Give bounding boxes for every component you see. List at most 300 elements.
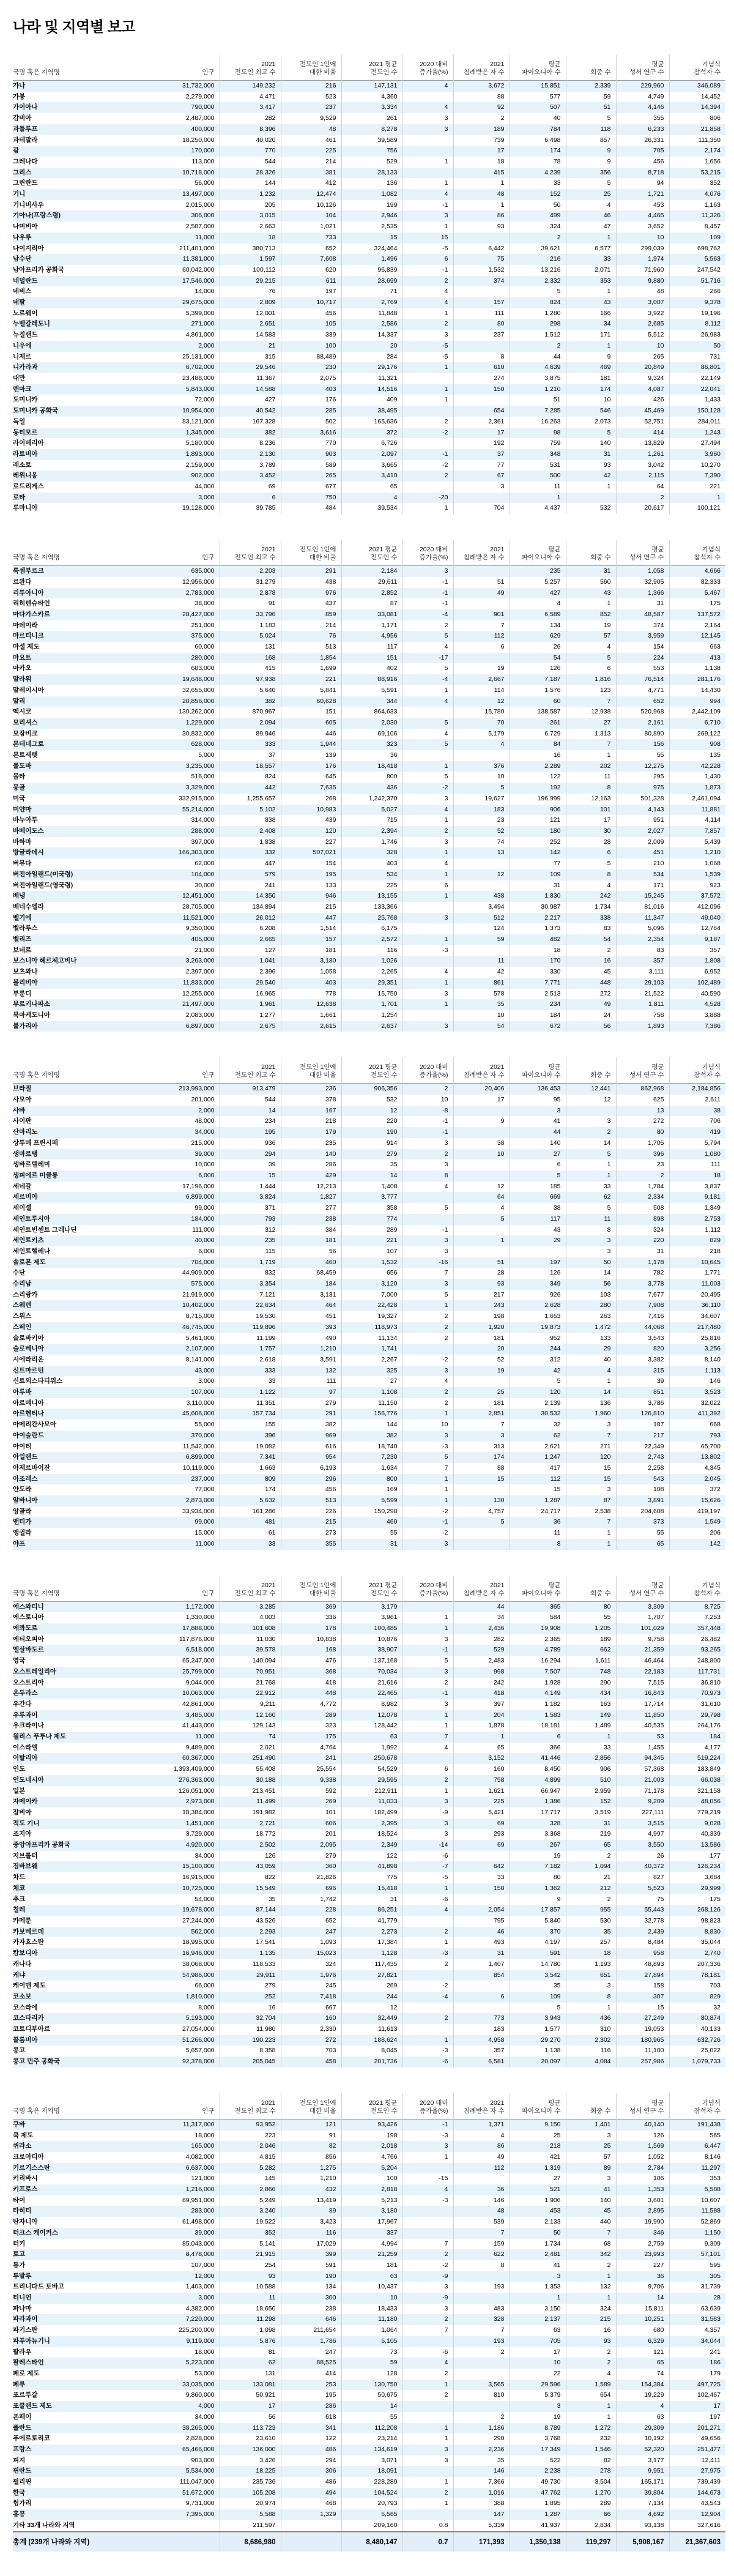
value-cell: 243 [453, 1300, 510, 1311]
table-row [13, 1160, 725, 1171]
value-cell: 632,726 [669, 2035, 725, 2046]
value-cell: 6,208 [220, 923, 281, 934]
value-cell: 5,794 [669, 1138, 725, 1149]
value-cell: 101 [566, 805, 616, 816]
value-cell: -1 [402, 1517, 453, 1528]
value-cell: 756 [341, 146, 402, 157]
value-cell: 242 [566, 891, 616, 902]
value-cell [453, 1981, 510, 1992]
value-cell: 201,000 [191, 1096, 215, 1104]
value-cell: 3,000 [123, 2293, 220, 2304]
value-cell: 1,854 [281, 653, 341, 664]
value-cell: 2,045 [669, 1474, 725, 1485]
value-cell: 610 [453, 362, 510, 373]
value-cell: 7,635 [281, 783, 341, 794]
value-cell: 33,796 [220, 609, 281, 620]
value-cell: 703 [281, 2046, 341, 2057]
value-cell: 1,255,657 [220, 794, 281, 805]
value-cell: 29,611 [341, 577, 402, 588]
value-cell: 1,093 [281, 1937, 341, 1948]
value-cell: 2,009 [616, 837, 669, 848]
value-cell: 4,749 [616, 92, 669, 103]
table-row [13, 653, 725, 664]
value-cell: 43 [510, 1225, 566, 1236]
column-header [453, 54, 510, 81]
value-cell: 62 [220, 2358, 281, 2369]
value-cell: 193 [453, 2282, 510, 2293]
value-cell: 41 [510, 1116, 566, 1127]
value-cell: 2,442,109 [669, 707, 725, 718]
country-name-cell: 추크 [13, 1895, 26, 1903]
value-cell: 60,628 [281, 696, 341, 707]
value-cell: 635,000 [123, 566, 220, 577]
value-cell: 13,802 [669, 1452, 725, 1463]
value-cell: 3 [402, 1235, 453, 1246]
value-cell: 1 [402, 1623, 453, 1634]
value-cell: 104,000 [123, 869, 220, 880]
value-cell: 4 [341, 493, 402, 504]
value-cell: 706 [669, 1116, 725, 1127]
value-cell: 49,656 [669, 2433, 725, 2444]
value-cell: 3 [566, 1246, 616, 1257]
value-cell: 1,838 [220, 837, 281, 848]
value-cell: 409 [341, 395, 402, 406]
value-cell [281, 2532, 341, 2552]
value-cell: 112,208 [341, 2423, 402, 2434]
value-cell [453, 1106, 510, 1117]
column-header-line: 회중 수 [590, 1589, 611, 1597]
value-cell: 1,816 [566, 674, 616, 685]
country-name-cell: 사바 [13, 1106, 123, 1117]
value-cell: 2,354 [616, 934, 669, 945]
value-cell [402, 2228, 453, 2239]
value-cell: 2 [510, 341, 566, 352]
value-cell: 4,997 [616, 1829, 669, 1840]
value-cell: 952 [510, 1333, 566, 1344]
value-cell: 784 [510, 124, 566, 135]
value-cell: 116 [566, 2046, 616, 2057]
value-cell: 4 [402, 805, 453, 816]
value-cell [453, 1894, 510, 1905]
value-cell: 371 [220, 1203, 281, 1214]
value-cell: 3,824 [220, 1192, 281, 1203]
value-cell: 539 [453, 2217, 510, 2228]
column-header-line: 전도인 최고 수 [234, 69, 276, 76]
value-cell: 11,347 [616, 913, 669, 924]
value-cell: 56 [220, 2412, 281, 2423]
value-cell: 6,702,000 [123, 362, 220, 373]
value-cell: 20,097 [510, 2057, 566, 2068]
value-cell: 3 [402, 1160, 453, 1171]
column-header-line: 2021 [490, 1581, 505, 1589]
value-cell: 23,610 [220, 2433, 281, 2444]
value-cell: 21,000 [195, 946, 215, 954]
value-cell: 13,497,000 [123, 189, 220, 200]
value-cell: 544 [220, 1095, 281, 1106]
value-cell: 52 [453, 1355, 510, 1366]
column-header [402, 2093, 453, 2120]
value-cell: 3 [402, 1246, 453, 1257]
value-cell: 9,181 [669, 1192, 725, 1203]
value-cell: 21,522 [616, 989, 669, 1000]
value-cell: 2,133 [510, 2217, 566, 2228]
value-cell: -3 [402, 2131, 453, 2142]
table-row [13, 1883, 725, 1894]
value-cell: 16,965 [220, 989, 281, 1000]
value-cell: 19 [566, 620, 616, 631]
value-cell: 1 [566, 1160, 616, 1171]
column-header [281, 1576, 341, 1602]
value-cell: 906 [510, 805, 566, 816]
value-cell: 40,535 [616, 1721, 669, 1732]
value-cell: 3,485,000 [123, 1710, 220, 1721]
value-cell: 1,052 [616, 2152, 669, 2163]
table-row [13, 2532, 725, 2552]
value-cell: 6 [453, 642, 510, 653]
value-cell: 507,021 [281, 847, 341, 858]
value-cell: 18,181 [510, 1721, 566, 1732]
value-cell: 870,967 [220, 707, 281, 718]
value-cell: 15,245 [616, 891, 669, 902]
column-header-line: 전도인 수 [371, 1589, 398, 1597]
value-cell: 605 [281, 718, 341, 729]
value-cell: 306 [281, 2466, 341, 2477]
value-cell: 12 [341, 2003, 402, 2014]
value-cell: 2,184 [341, 566, 402, 577]
value-cell: 5 [453, 1214, 510, 1225]
value-cell: 4 [402, 967, 453, 978]
value-cell: 5,096 [616, 923, 669, 934]
table-row [13, 210, 725, 221]
value-cell [402, 1192, 453, 1203]
value-cell: 52,320 [616, 2444, 669, 2455]
table-row [13, 2217, 725, 2228]
country-name-cell: 베냉 [13, 891, 123, 902]
report-section [13, 1057, 725, 1549]
value-cell: 128 [341, 2369, 402, 2380]
value-cell: 1 [566, 1539, 616, 1550]
value-cell [402, 482, 453, 493]
value-cell: 49 [566, 999, 616, 1010]
table-row [13, 1322, 725, 1333]
value-cell: -5 [402, 341, 453, 352]
value-cell: 129,143 [220, 1721, 281, 1732]
value-cell: 98 [510, 428, 566, 439]
country-name-cell: 푸에르토리코 [13, 2435, 50, 2443]
value-cell: 1 [402, 1474, 453, 1485]
column-header [566, 1057, 616, 1084]
value-cell: 146 [669, 1376, 725, 1387]
value-cell: 800 [341, 1474, 402, 1485]
value-cell: 9 [453, 1116, 510, 1127]
value-cell [453, 2003, 510, 2014]
value-cell: 31 [616, 598, 669, 609]
value-cell: 269 [281, 1796, 341, 1807]
value-cell: 16,946,000 [123, 1948, 220, 1959]
country-name-cell: 괌 [13, 146, 123, 157]
value-cell: 24 [566, 1010, 616, 1021]
value-cell: 10 [341, 2293, 402, 2304]
value-cell: 14,588 [220, 384, 281, 395]
header-row [13, 540, 725, 566]
value-cell: 3 [402, 124, 453, 135]
value-cell: 486 [281, 2444, 341, 2455]
value-cell: 3,684 [669, 1872, 725, 1883]
value-cell: 446 [281, 729, 341, 740]
column-header [341, 540, 402, 566]
value-cell: 4 [402, 642, 453, 653]
table-row [13, 2369, 725, 2380]
table-row [13, 2380, 725, 2391]
value-cell: 300 [281, 2293, 341, 2304]
value-cell: 5,399,000 [185, 309, 215, 317]
value-cell: 17,857 [510, 1905, 566, 1916]
value-cell: 810 [453, 2390, 510, 2401]
table-row [13, 718, 725, 729]
value-cell: 9,880 [616, 276, 669, 287]
country-name-cell: 신트외스타티위스 [13, 1377, 63, 1385]
value-cell: 117,435 [341, 1959, 402, 1970]
table-row [13, 1872, 725, 1883]
value-cell [402, 406, 453, 417]
value-cell: 10,607 [669, 2195, 725, 2206]
value-cell: 133 [281, 880, 341, 892]
value-cell: 1,444 [220, 1182, 281, 1193]
value-cell: 7,418 [281, 1992, 341, 2003]
value-cell: 39,785 [220, 503, 281, 514]
value-cell: 80 [566, 1601, 616, 1612]
table-row [13, 493, 725, 504]
value-cell: 211,597 [220, 2520, 281, 2532]
value-cell: 357 [453, 2046, 510, 2057]
value-cell: 163 [566, 1699, 616, 1710]
value-cell: 1 [402, 978, 453, 989]
value-cell: 3 [566, 1235, 616, 1246]
value-cell: 17,967 [341, 2217, 402, 2228]
country-name-cell: 에스와티니 [13, 1601, 123, 1612]
value-cell: 8,789 [510, 2423, 566, 2434]
value-cell: 175 [281, 1732, 341, 1743]
value-cell: 2,675 [220, 1021, 281, 1032]
column-header [510, 540, 566, 566]
value-cell: 3,519 [566, 1807, 616, 1818]
value-cell [453, 1225, 510, 1236]
value-cell: 118,533 [220, 1959, 281, 1970]
value-cell: 32,022 [669, 1398, 725, 1409]
value-cell: 622 [453, 2249, 510, 2260]
value-cell: 50 [669, 341, 725, 352]
value-cell: 213,451 [220, 1786, 281, 1797]
value-cell: 4,177 [669, 1743, 725, 1754]
value-cell: 19,128,000 [182, 504, 215, 512]
column-header-line: 전도인 최고 수 [234, 554, 276, 562]
value-cell: 294 [220, 1149, 281, 1160]
column-header [341, 2093, 402, 2120]
value-cell: 65,247,000 [182, 1657, 215, 1665]
country-name-cell: 몰도바 [13, 761, 123, 772]
column-header [123, 2093, 220, 2120]
value-cell: 192 [510, 783, 566, 794]
value-cell: 584 [510, 1612, 566, 1623]
value-cell: -3 [402, 1442, 453, 1453]
value-cell: 7,857 [669, 826, 725, 837]
value-cell: 25,554 [281, 1764, 341, 1775]
value-cell [453, 858, 510, 869]
value-cell: 106 [616, 2173, 669, 2184]
column-header-line: 전도인 최고 수 [234, 1071, 276, 1079]
value-cell: 100,112 [220, 265, 281, 276]
value-cell: 12 [453, 1182, 510, 1193]
value-cell: 3 [510, 2271, 566, 2282]
column-header-line: 침례받은 자 수 [463, 1071, 505, 1079]
value-cell: 156,776 [341, 1409, 402, 1420]
value-cell: 14,337 [341, 330, 402, 341]
value-cell: 355 [616, 113, 669, 124]
value-cell: 405,000 [123, 934, 220, 945]
value-cell: 38 [669, 1106, 725, 1117]
value-cell: 6,498 [510, 135, 566, 146]
value-cell: 51 [510, 395, 566, 406]
value-cell: 704 [453, 503, 510, 514]
country-name-cell: 앤티가 [13, 1517, 123, 1528]
value-cell: 2,339 [566, 81, 616, 92]
value-cell: 1,451,000 [123, 1818, 220, 1830]
value-cell: 10,588 [220, 2282, 281, 2293]
country-name-cell: 리투아니아 [13, 588, 123, 599]
value-cell: 809 [220, 1474, 281, 1485]
value-cell: 15,851 [510, 81, 566, 92]
value-cell: 4,076 [669, 189, 725, 200]
table-row [13, 1344, 725, 1355]
value-cell: 41 [510, 2260, 566, 2271]
value-cell: 370 [510, 1927, 566, 1938]
value-cell: 2,203 [220, 566, 281, 577]
value-cell: 65 [341, 482, 402, 493]
value-cell: 1,135 [220, 1948, 281, 1959]
value-cell: 30,832,000 [182, 729, 215, 737]
value-cell: 130 [453, 1495, 510, 1506]
value-cell: 10 [402, 1095, 453, 1106]
value-cell: 310 [566, 2024, 616, 2035]
value-cell: 45,606,000 [123, 1409, 220, 1420]
value-cell: 3 [402, 2304, 453, 2315]
value-cell: 19,327 [341, 1311, 402, 1322]
value-cell: 15 [341, 233, 402, 244]
value-cell: 5,027 [341, 805, 402, 816]
country-name-cell: 마카오 [13, 664, 32, 672]
country-name-cell: 토고 [13, 2249, 123, 2260]
country-name-cell: 남수단 [13, 254, 123, 265]
value-cell: 170,000 [123, 146, 220, 157]
column-header [616, 54, 669, 81]
value-cell: 154 [281, 858, 341, 869]
table-row [13, 707, 725, 718]
table-row [13, 244, 725, 255]
value-cell: 748 [566, 1667, 616, 1678]
value-cell: 2 [453, 2347, 510, 2358]
value-cell: 42 [566, 471, 616, 482]
value-cell: 4 [402, 1182, 453, 1193]
value-cell: 366 [510, 1743, 566, 1754]
table-row [13, 2152, 725, 2163]
country-name-cell: 페로 제도 [13, 2370, 40, 2377]
value-cell: 41,443,000 [182, 1722, 215, 1730]
value-cell: 958 [616, 1948, 669, 1959]
value-cell: 111,350 [669, 135, 725, 146]
value-cell: 104,524 [341, 2488, 402, 2499]
value-cell: 5,193,000 [123, 2013, 220, 2024]
table-row [13, 2444, 725, 2455]
value-cell: 19,522 [220, 2217, 281, 2228]
country-name-cell: 세네갈 [13, 1182, 32, 1190]
table-row [13, 1506, 725, 1517]
value-cell: 34 [453, 1612, 510, 1623]
value-cell: 93,138 [616, 2520, 669, 2532]
value-cell: 0.7 [402, 2532, 453, 2552]
value-cell: 14,350 [220, 891, 281, 902]
value-cell: 3,601 [616, 2195, 669, 2206]
table-row [13, 2477, 725, 2488]
country-name-cell: 부룬디 [13, 989, 32, 997]
value-cell: 241 [281, 1753, 341, 1764]
column-header-line: 2021 평균 [368, 2099, 398, 2107]
value-cell: 456 [616, 157, 669, 168]
column-header-line: 평균 [651, 546, 664, 554]
value-cell: 1,386 [510, 1796, 566, 1807]
value-cell: 28,699 [341, 276, 402, 287]
value-cell: 38,265,000 [123, 2423, 220, 2434]
value-cell: 926 [510, 1290, 566, 1301]
value-cell: 11,000 [123, 1732, 220, 1743]
value-cell: 5,379 [510, 2390, 566, 2401]
value-cell: 35 [510, 1981, 566, 1992]
country-name-cell: 자메이카 [13, 1796, 123, 1807]
value-cell: 21,497,000 [123, 999, 220, 1010]
value-cell: 534 [616, 869, 669, 880]
value-cell: 9 [566, 352, 616, 363]
value-cell: 750 [281, 493, 341, 504]
value-cell: 228 [281, 1905, 341, 1916]
value-cell: 29,270 [510, 2035, 566, 2046]
value-cell: 778 [281, 989, 341, 1000]
value-cell: 8 [566, 783, 616, 794]
value-cell: 28 [453, 1268, 510, 1279]
value-cell: 5,141 [220, 2239, 281, 2250]
value-cell: 9,209 [616, 1796, 669, 1807]
value-cell: 1,771 [669, 1268, 725, 1279]
value-cell: 250,678 [341, 1753, 402, 1764]
value-cell: 70 [453, 718, 510, 729]
value-cell: 65 [566, 1840, 616, 1851]
value-cell: 5,223,000 [123, 2358, 220, 2369]
value-cell: 10,983 [281, 805, 341, 816]
value-cell: 31 [510, 880, 566, 892]
value-cell: 951 [616, 815, 669, 826]
value-cell: 2 [402, 1322, 453, 1333]
value-cell: 227 [616, 2260, 669, 2271]
value-cell: 10,251 [616, 2314, 669, 2325]
value-cell: 8,457 [669, 221, 725, 233]
value-cell: 23,214 [341, 2433, 402, 2444]
country-name-cell: 스위스 [13, 1312, 32, 1320]
value-cell: 11,381,000 [123, 254, 220, 265]
country-name-cell: 온두라스 [13, 1688, 123, 1699]
country-name-cell: 기타 33개 나라와 지역 [13, 2520, 123, 2532]
value-cell: 7 [402, 1732, 453, 1743]
value-cell: 1,830 [510, 891, 566, 902]
value-cell: 628,000 [123, 739, 220, 750]
country-name-cell: 에스토니아 [13, 1614, 44, 1621]
